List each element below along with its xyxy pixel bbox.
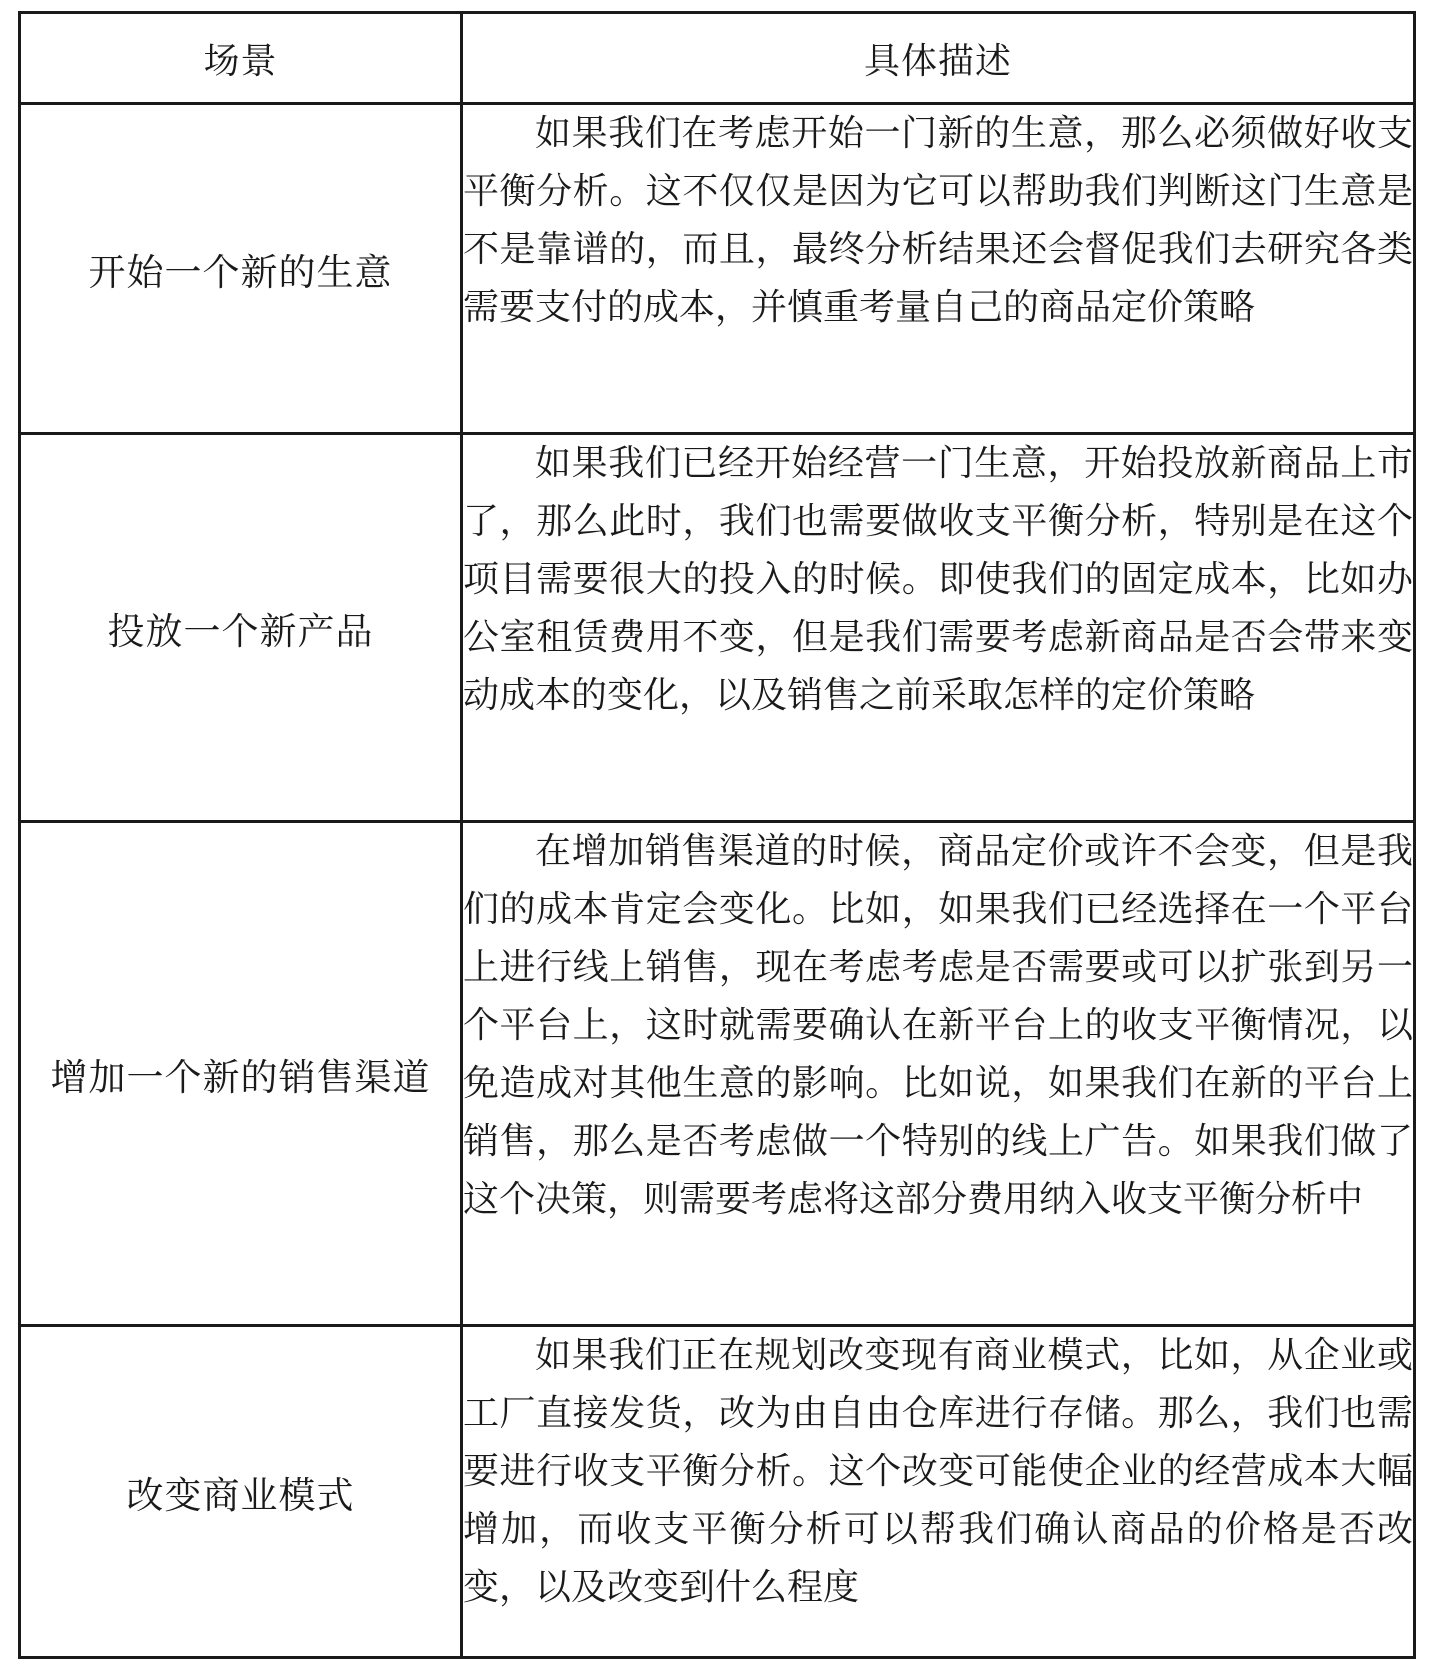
document-page bbox=[18, 11, 1413, 1659]
description-cell bbox=[462, 434, 1415, 822]
description-cell bbox=[462, 822, 1415, 1326]
description-text: 在增加销售渠道的时候，商品定价或许不会变，但是我们的成本肯定会变化。比如，如果我们已经选择在一个平台上进行线上销售，现在考虑考虑是否需要或可以扩张到另一个平台上，这时就需要确认在新平台上的收支平衡情况，以免造成对其他生意的影响。比如说，如果我们在新的平台上销售，那么是否考虑做一个特别的线上广告。如果我们做了这个决策，则需要考虑将这部分费用纳入收支平衡分析中 bbox=[463, 831, 1413, 1220]
description-text: 如果我们在考虑开始一门新的生意，那么必须做好收支平衡分析。这不仅仅是因为它可以帮助我们判断这门生意是不是靠谱的，而且，最终分析结果还会督促我们去研究各类需要支付的成本，并慎重考量自己的商品定价策略 bbox=[463, 113, 1413, 328]
description-text: 如果我们已经开始经营一门生意，开始投放新商品上市了，那么此时，我们也需要做收支平衡分析，特别是在这个项目需要很大的投入的时候。即使我们的固定成本，比如办公室租赁费用不变，但是我们需要考虑新商品是否会带来变动成本的变化，以及销售之前采取怎样的定价策略 bbox=[463, 443, 1413, 716]
scene-cell: 投放一个新产品 bbox=[20, 434, 462, 822]
header-scene: 场景 bbox=[20, 13, 462, 104]
scene-cell: 开始一个新的生意 bbox=[20, 104, 462, 434]
table-row bbox=[20, 1326, 1415, 1658]
table-row bbox=[20, 104, 1415, 434]
description-cell bbox=[462, 1326, 1415, 1658]
scene-cell: 改变商业模式 bbox=[20, 1326, 462, 1658]
scene-cell: 增加一个新的销售渠道 bbox=[20, 822, 462, 1326]
table-row bbox=[20, 822, 1415, 1326]
description-text: 如果我们正在规划改变现有商业模式，比如，从企业或工厂直接发货，改为由自由仓库进行存储。那么，我们也需要进行收支平衡分析。这个改变可能使企业的经营成本大幅增加，而收支平衡分析可以帮我们确认商品的价格是否改变，以及改变到什么程度 bbox=[463, 1335, 1413, 1608]
table-row bbox=[20, 434, 1415, 822]
table-header-row bbox=[20, 13, 1415, 104]
scenario-table bbox=[18, 11, 1416, 1659]
description-cell bbox=[462, 104, 1415, 434]
header-description: 具体描述 bbox=[462, 13, 1415, 104]
